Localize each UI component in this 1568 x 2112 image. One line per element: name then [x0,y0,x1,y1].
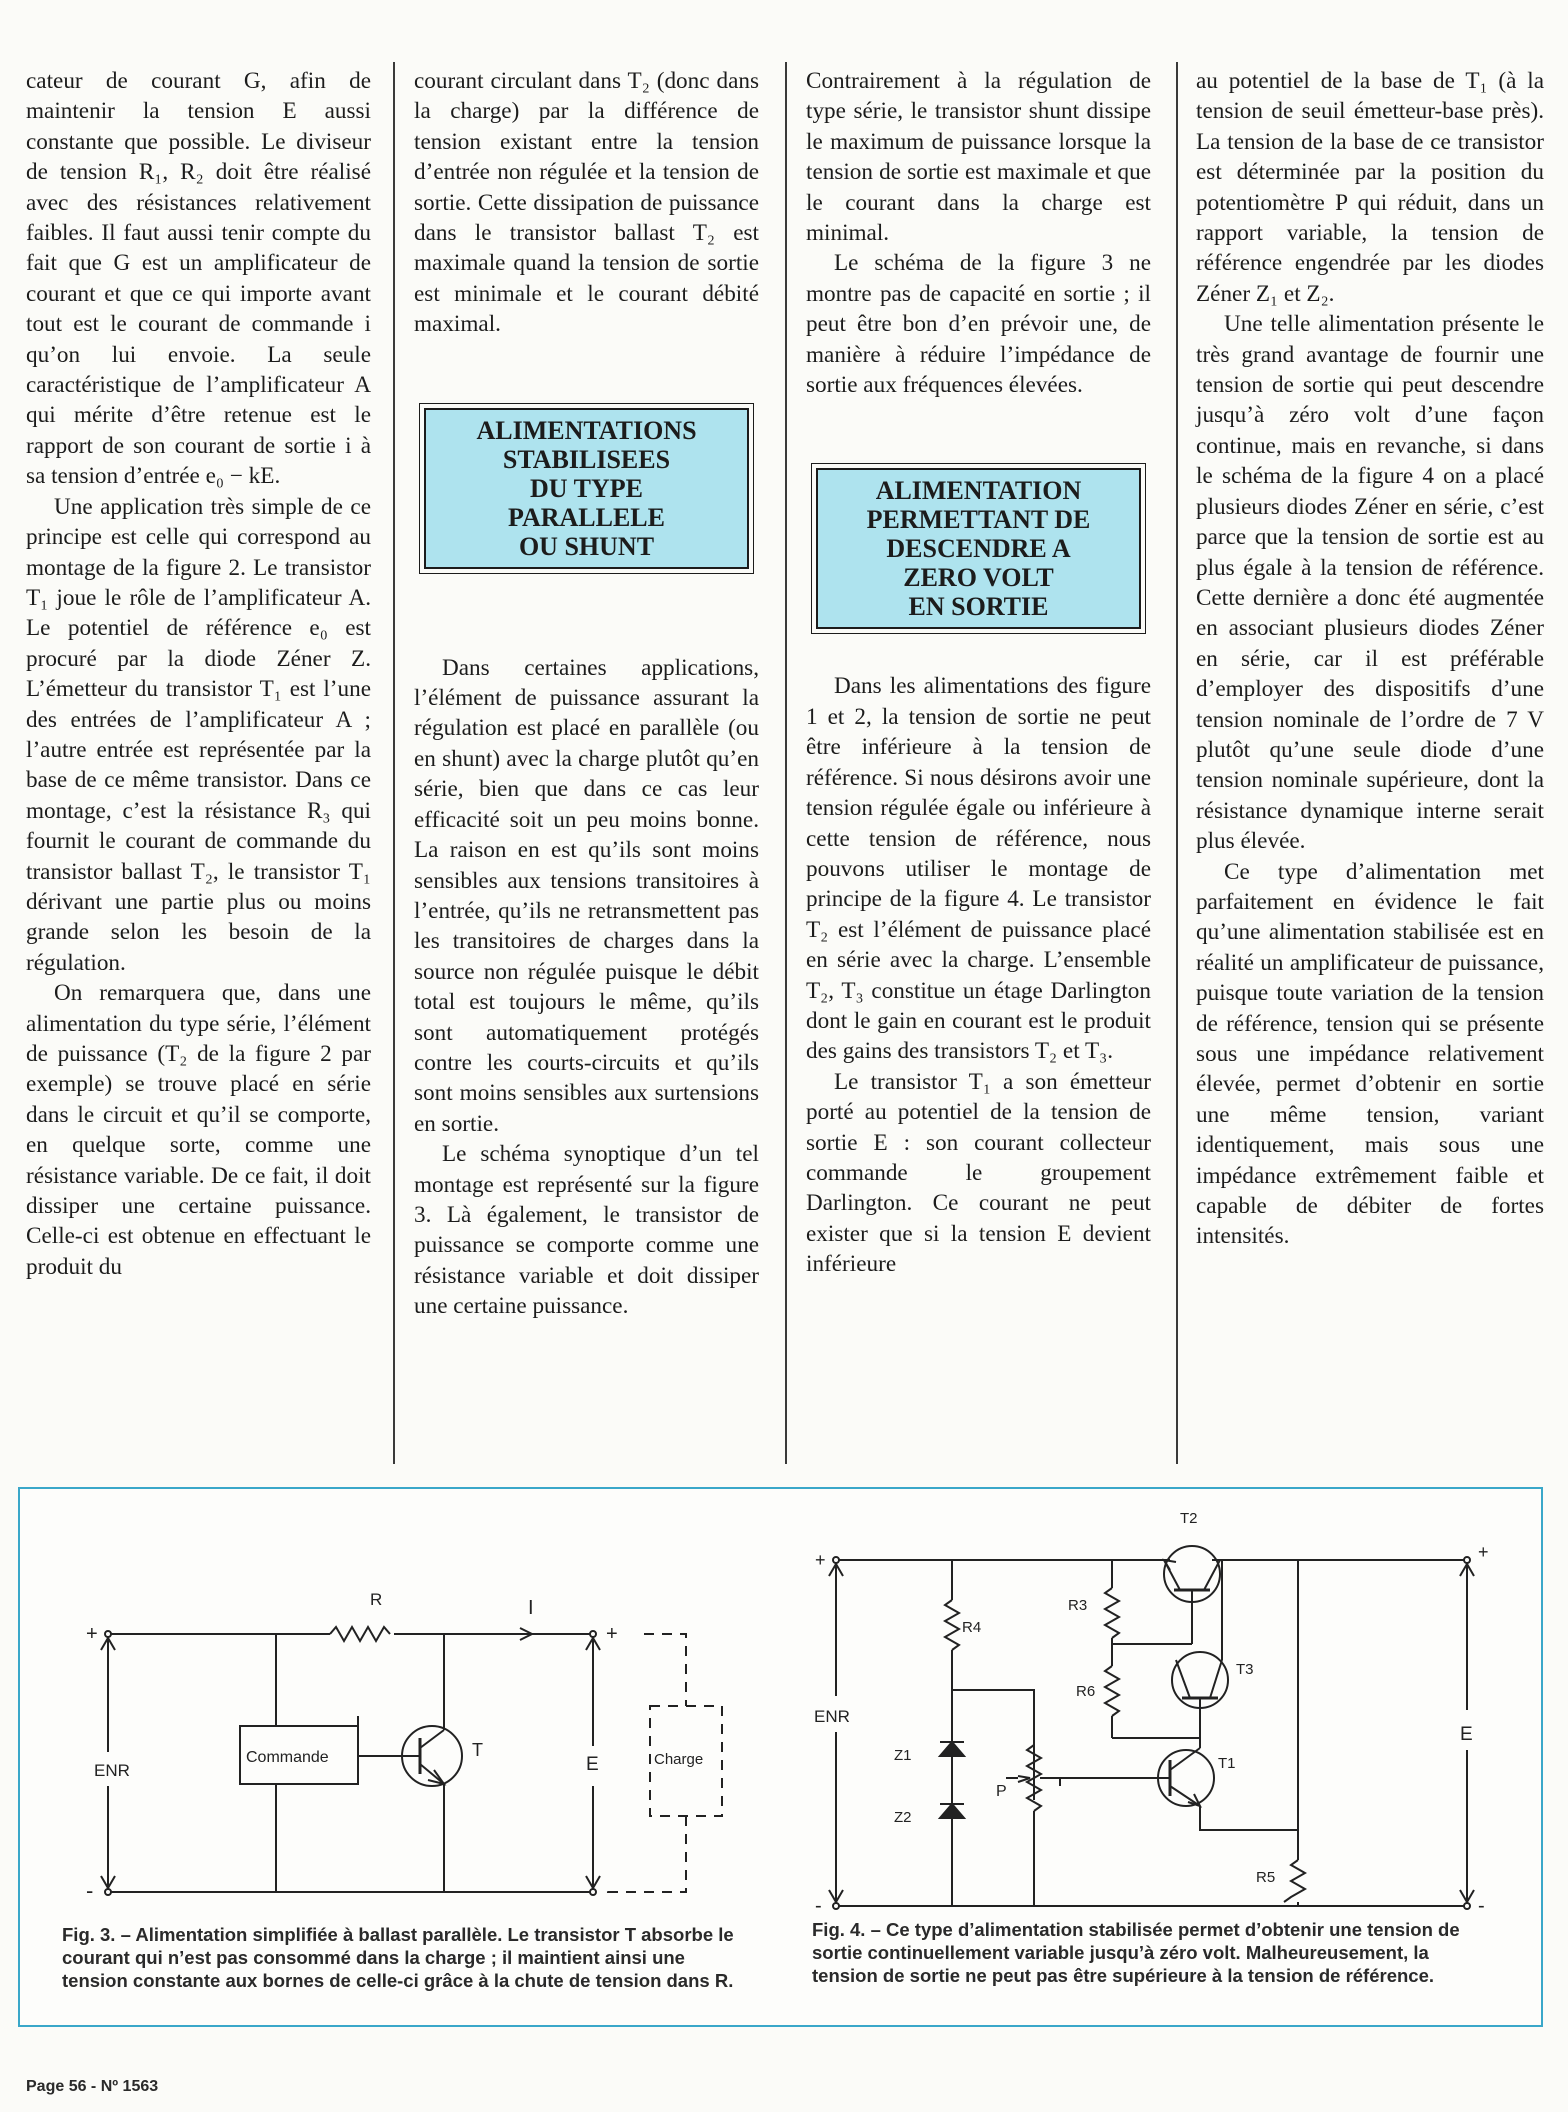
e-label: E [1460,1724,1473,1745]
transistor-lead [1210,1660,1222,1698]
figure-4-caption: Fig. 4. – Ce type d’alimentation stabilisée permet d’obtenir une tension de sortie continuellement variable jusqu’à zéro volt. Malheureusement, la tension de sortie ne peut pas être supérieure à la tension de référence. [812,1919,1460,1986]
paragraph: Le schéma de la figure 3 ne montre pas de capacité en sortie ; il peut être bon d’en prévoir une, de manière à réduire l’impédance de sortie aux fréquences élevées. [806,250,1151,399]
plus-out-label: + [606,1623,618,1645]
plus-out-label: + [1478,1542,1489,1562]
current-label: I [528,1597,534,1619]
t1-label: T1 [1218,1755,1236,1772]
heading-line: ALIMENTATION [875,476,1082,506]
r-label: R [370,1590,383,1609]
enr-label: ENR [814,1707,850,1726]
paragraph: Une application très simple de ce principe est celle qui correspond au montage de la figure 2. Le transistor T₁ joue le rôle de l’amplificateur A. Le potentiel de référence e₀ est procuré par la diode Zéner Z. L’émetteur du transistor T₁ est l’une des entrées de l’amplificateur A ; l’autre entrée est représentée par la base de ce même transistor. Dans ce montage, c’est la résistance R₃ qui fournit le courant de commande du transistor ballast T₂, le transistor T₁ dérivant une partie plus ou moins grande selon les besoin de la régulation. [26,493,371,976]
paragraph: cateur de courant G, afin de maintenir la tension E aussi constante que possible. Le diviseur de tension R₁, R₂ doit être réalisé avec des résistances relativement faibles. Il faut aussi tenir compte du fait que G est un amplificateur de courant et que ce qui importe avant tout est le courant de commande i qu’on lui envoie. La seule caractéristique de l’amplificateur A qui mérite d’être retenue est le rapport de son courant de sortie i à sa tension d’entrée e₀ − kE. [26,68,371,490]
heading-line: ZERO VOLT [903,563,1054,593]
r4-label: R4 [962,1619,982,1636]
paragraph: Contrairement à la régulation de type série, le transistor shunt dissipe le maximum de puissance lorsque la tension de sortie est maximale et que le courant dans la charge est minimal. [806,68,1151,247]
zener-z2 [940,1804,964,1818]
p-label: P [996,1783,1007,1800]
enr-label: ENR [94,1761,130,1780]
paragraph: courant circulant dans T₂ (donc dans la charge) par la différence de tension existant entre la tension d’entrée non régulée et la tension de sortie. Cette dissipation de puissance dans le transistor ballast T₂ est maximale quand la tension de sortie est minimale et le courant débité maximal. [414,68,759,338]
heading-line: PERMETTANT DE [866,505,1091,535]
t2-label: T2 [1180,1510,1198,1527]
heading-line: STABILISEES [502,444,671,474]
minus-out-label: - [606,1878,614,1903]
zener-z1 [940,1742,964,1756]
paragraph: Ce type d’alimentation met parfaitement en évidence le fait qu’une alimentation stabilisée est en réalité un amplificateur de puissance, puisque toute variation de la tension de référence, tension qui se présente sous une impédance relativement élevée, permet d’obtenir en sortie une même tension, variant identiquement, mais sous une impédance extrêmement faible et capable de débiter de fortes intensités. [1196,858,1544,1250]
charge-label: Charge [654,1751,704,1768]
figure-3-caption: Fig. 3. – Alimentation simplifiée à ballast parallèle. Le transistor T absorbe le courant qui n’est pas consommé dans la charge ; il maintient ainsi une tension constante aux bornes de celle-ci grâce à la chute de tension dans R. [62,1924,734,1991]
paragraph: au potentiel de la base de T₁ (à la tension de seuil émetteur-base près). La tension de la base de ce transistor est déterminée par la position du potentiomètre P qui réduit, dans un rapport variable, la tension de référence engendrée par les diodes Zéner Z₁ et Z₂. [1196,68,1544,307]
heading-line: DESCENDRE A [886,534,1071,564]
paragraph: On remarquera que, dans une alimentation du type série, l’élément de puissance (T₂ de la figure 2 par exemple) se trouve placé en série dans le circuit et qu’il se comporte, en quelque sorte, comme une résistance variable. De ce fait, il doit dissiper une certaine puissance. Celle-ci est obtenue en effectuant le produit du [26,980,371,1280]
resistor-r6 [1105,1666,1119,1716]
heading-line: EN SORTIE [908,592,1049,622]
z2-label: Z2 [894,1809,912,1826]
heading-line: DU TYPE [530,473,643,503]
wire [952,1690,1034,1800]
minus-in-label: - [815,1895,822,1917]
z1-label: Z1 [894,1747,912,1764]
page-footer: Page 56 - Nº 1563 [26,2078,159,2095]
plus-in-label: + [86,1623,98,1645]
resistor-r5 [1284,1860,1305,1902]
heading-line: OU SHUNT [518,531,655,561]
commande-label: Commande [246,1749,329,1766]
r3-label: R3 [1068,1597,1088,1614]
r6-label: R6 [1076,1683,1096,1700]
paragraph: Dans les alimentations des figure 1 et 2, la tension de sortie ne peut être inférieure à la tension de référence. Si nous désirons avoir une tension régulée égale ou inférieure à cette tension de référence, nous pouvons utiliser le montage de principe de la figure 4. Le transistor T₂ est l’élément de puissance placé en série avec la charge. L’ensemble T₂, T₃ constitue un étage Darlington dont le gain en courant est le produit des gains des transistors T₂ et T₃. [806,673,1151,1065]
paragraph: Une telle alimentation présente le très grand avantage de fournir une tension de sortie qui peut descendre jusqu’à zéro volt d’une façon continue, mais en revanche, si dans le schéma de la figure 4 on a placé plusieurs diodes Zéner en série, c’est parce que la tension de sortie est au plus égale à la tension de référence. Cette dernière a donc été augmentée en associant plusieurs diodes Zéner en série, car il est préférable d’employer des dispositifs d’une tension nominale de l’ordre de 7 V plutôt qu’une seule diode d’une tension nominale supérieure, dont la résistance dynamique interne serait plus élevée. [1196,311,1544,855]
resistor-r3 [1105,1588,1119,1638]
t-label: T [472,1740,483,1760]
e-label: E [586,1754,599,1775]
wire [1042,1778,1060,1786]
r5-label: R5 [1256,1869,1276,1886]
wire [1200,1806,1298,1830]
t3-label: T3 [1236,1661,1254,1678]
resistor-r4 [945,1600,959,1650]
paragraph: Dans certaines applications, l’élément de puissance assurant la régulation est placé en parallèle (ou en shunt) avec la charge plutôt qu’en série, bien que dans ce cas leur efficacité soit un peu moins bonne. La raison en est qu’ils sont moins sensibles aux tensions transitoires à l’entrée, qu’ils ne retransmettent pas les transitoires de charges dans la source non régulée puisque le débit total est toujours le même, qu’ils sont automatiquement protégés contre les courts-circuits et qu’ils sont moins sensibles aux surtensions en sortie. [414,654,759,1137]
heading-line: PARALLELE [508,502,665,532]
paragraph: Le schéma synoptique d’un tel montage est représenté sur la figure 3. Là également, le transistor de puissance se comporte comme une résistance variable et doit dissiper une certaine puissance. [414,1141,759,1320]
paragraph: Le transistor T₁ a son émetteur porté au potentiel de la tension de sortie E : son courant collecteur commande le groupement Darlington. Ce courant ne peut exister que si la tension E devient inférieure [806,1068,1151,1278]
minus-out-label: - [1478,1895,1485,1917]
heading-line: ALIMENTATIONS [476,415,697,445]
transistor-lead [1176,1660,1190,1698]
plus-in-label: + [815,1550,826,1570]
transistor-lead [1170,1748,1200,1770]
minus-in-label: - [86,1878,94,1903]
